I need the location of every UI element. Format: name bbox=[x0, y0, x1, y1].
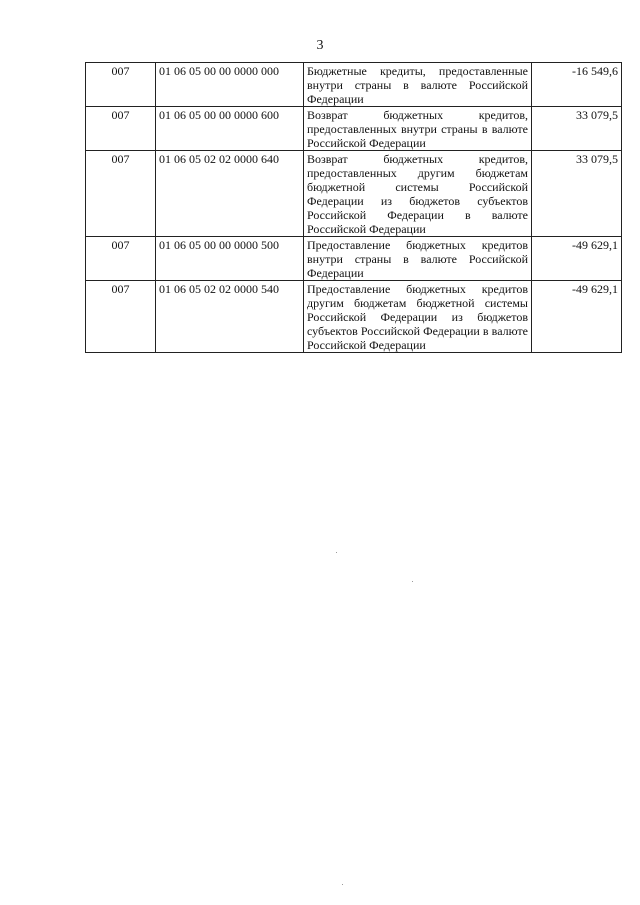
source-name-cell: Возврат бюджетных кредитов, предоставленных другим бюджетам бюджетной системы Российской Федерации из бюджетов субъектов Российской Федерации в валюте Российской Федерации bbox=[304, 151, 532, 237]
amount-cell: 33 079,5 bbox=[532, 107, 622, 151]
table-row bbox=[86, 63, 622, 107]
admin-code-cell: 007 bbox=[86, 151, 156, 237]
page-number: 3 bbox=[316, 38, 324, 53]
admin-code-cell: 007 bbox=[86, 237, 156, 281]
amount-cell: -49 629,1 bbox=[532, 281, 622, 353]
source-name-cell: Возврат бюджетных кредитов, предоставленных внутри страны в валюте Российской Федерации bbox=[304, 107, 532, 151]
budget-code-cell: 01 06 05 00 00 0000 500 bbox=[156, 237, 304, 281]
budget-sources-table bbox=[85, 62, 622, 353]
table-row bbox=[86, 281, 622, 353]
budget-code-cell: 01 06 05 00 00 0000 000 bbox=[156, 63, 304, 107]
source-name-cell: Предоставление бюджетных кредитов другим бюджетам бюджетной системы Российской Федерации из бюджетов субъектов Российской Федерации в валюте Российской Федерации bbox=[304, 281, 532, 353]
source-name-cell: Предоставление бюджетных кредитов внутри страны в валюте Российской Федерации bbox=[304, 237, 532, 281]
scan-speck bbox=[342, 884, 343, 885]
admin-code-cell: 007 bbox=[86, 63, 156, 107]
table-row bbox=[86, 237, 622, 281]
source-name-cell: Бюджетные кредиты, предоставленные внутри страны в валюте Российской Федерации bbox=[304, 63, 532, 107]
scan-speck bbox=[336, 552, 337, 553]
admin-code-cell: 007 bbox=[86, 107, 156, 151]
amount-cell: -16 549,6 bbox=[532, 63, 622, 107]
table-row bbox=[86, 107, 622, 151]
amount-cell: -49 629,1 bbox=[532, 237, 622, 281]
budget-code-cell: 01 06 05 02 02 0000 540 bbox=[156, 281, 304, 353]
budget-code-cell: 01 06 05 02 02 0000 640 bbox=[156, 151, 304, 237]
table-row bbox=[86, 151, 622, 237]
admin-code-cell: 007 bbox=[86, 281, 156, 353]
amount-cell: 33 079,5 bbox=[532, 151, 622, 237]
budget-code-cell: 01 06 05 00 00 0000 600 bbox=[156, 107, 304, 151]
scan-speck bbox=[412, 581, 413, 582]
